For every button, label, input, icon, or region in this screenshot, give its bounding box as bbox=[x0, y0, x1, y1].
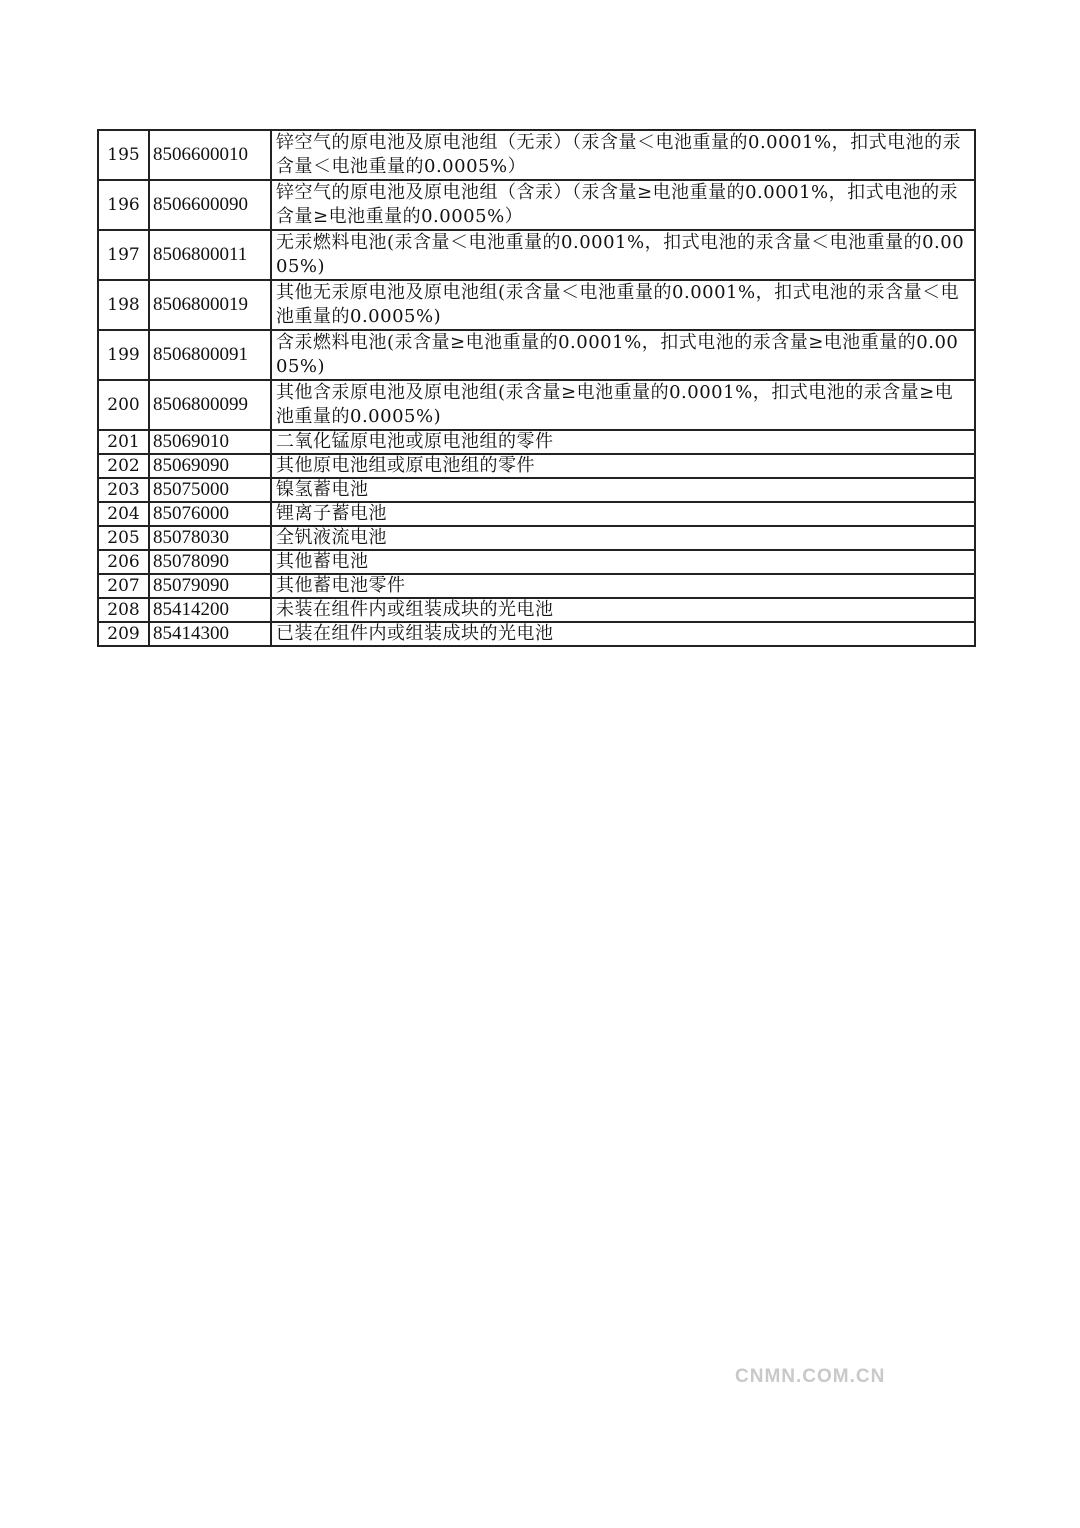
row-number: 198 bbox=[98, 280, 149, 330]
product-table-container bbox=[97, 129, 976, 647]
product-description: 其他原电池组或原电池组的零件 bbox=[271, 454, 975, 478]
hs-code: 85414200 bbox=[149, 598, 271, 622]
row-number: 197 bbox=[98, 230, 149, 280]
product-description: 含汞燃料电池(汞含量≥电池重量的0.0001%，扣式电池的汞含量≥电池重量的0.0005%) bbox=[271, 330, 975, 380]
row-number: 203 bbox=[98, 478, 149, 502]
table-row bbox=[98, 574, 975, 598]
product-description: 锌空气的原电池及原电池组（无汞）（汞含量＜电池重量的0.0001%，扣式电池的汞含量＜电池重量的0.0005%） bbox=[271, 130, 975, 180]
hs-code: 8506800011 bbox=[149, 230, 271, 280]
table-row bbox=[98, 230, 975, 280]
hs-code: 85414300 bbox=[149, 622, 271, 646]
table-row bbox=[98, 280, 975, 330]
hs-code: 8506800099 bbox=[149, 380, 271, 430]
row-number: 205 bbox=[98, 526, 149, 550]
row-number: 204 bbox=[98, 502, 149, 526]
row-number: 202 bbox=[98, 454, 149, 478]
watermark-text: CNMN.COM.CN bbox=[735, 1366, 886, 1387]
product-description: 其他无汞原电池及原电池组(汞含量＜电池重量的0.0001%，扣式电池的汞含量＜电池重量的0.0005%) bbox=[271, 280, 975, 330]
product-description: 锂离子蓄电池 bbox=[271, 502, 975, 526]
hs-code: 85076000 bbox=[149, 502, 271, 526]
row-number: 209 bbox=[98, 622, 149, 646]
table-row bbox=[98, 550, 975, 574]
hs-code: 85079090 bbox=[149, 574, 271, 598]
hs-code: 8506800019 bbox=[149, 280, 271, 330]
table-row bbox=[98, 502, 975, 526]
table-row bbox=[98, 454, 975, 478]
table-row bbox=[98, 598, 975, 622]
product-description: 二氧化锰原电池或原电池组的零件 bbox=[271, 430, 975, 454]
table-row bbox=[98, 180, 975, 230]
row-number: 196 bbox=[98, 180, 149, 230]
row-number: 208 bbox=[98, 598, 149, 622]
hs-code: 8506800091 bbox=[149, 330, 271, 380]
table-row bbox=[98, 380, 975, 430]
product-description: 其他蓄电池 bbox=[271, 550, 975, 574]
row-number: 200 bbox=[98, 380, 149, 430]
product-description: 已装在组件内或组装成块的光电池 bbox=[271, 622, 975, 646]
hs-code: 85069010 bbox=[149, 430, 271, 454]
table-row bbox=[98, 526, 975, 550]
product-description: 其他蓄电池零件 bbox=[271, 574, 975, 598]
product-description: 未装在组件内或组装成块的光电池 bbox=[271, 598, 975, 622]
product-description: 其他含汞原电池及原电池组(汞含量≥电池重量的0.0001%，扣式电池的汞含量≥电池重量的0.0005%) bbox=[271, 380, 975, 430]
product-description: 无汞燃料电池(汞含量＜电池重量的0.0001%，扣式电池的汞含量＜电池重量的0.0005%) bbox=[271, 230, 975, 280]
table-row bbox=[98, 622, 975, 646]
hs-code: 85078030 bbox=[149, 526, 271, 550]
row-number: 206 bbox=[98, 550, 149, 574]
product-description: 全钒液流电池 bbox=[271, 526, 975, 550]
table-row bbox=[98, 130, 975, 180]
table-row bbox=[98, 330, 975, 380]
row-number: 201 bbox=[98, 430, 149, 454]
hs-code: 85069090 bbox=[149, 454, 271, 478]
product-description: 锌空气的原电池及原电池组（含汞）（汞含量≥电池重量的0.0001%，扣式电池的汞含量≥电池重量的0.0005%） bbox=[271, 180, 975, 230]
row-number: 195 bbox=[98, 130, 149, 180]
table-row bbox=[98, 430, 975, 454]
hs-code: 8506600010 bbox=[149, 130, 271, 180]
product-table bbox=[97, 129, 976, 647]
table-row bbox=[98, 478, 975, 502]
hs-code: 85075000 bbox=[149, 478, 271, 502]
row-number: 207 bbox=[98, 574, 149, 598]
hs-code: 85078090 bbox=[149, 550, 271, 574]
row-number: 199 bbox=[98, 330, 149, 380]
product-description: 镍氢蓄电池 bbox=[271, 478, 975, 502]
hs-code: 8506600090 bbox=[149, 180, 271, 230]
